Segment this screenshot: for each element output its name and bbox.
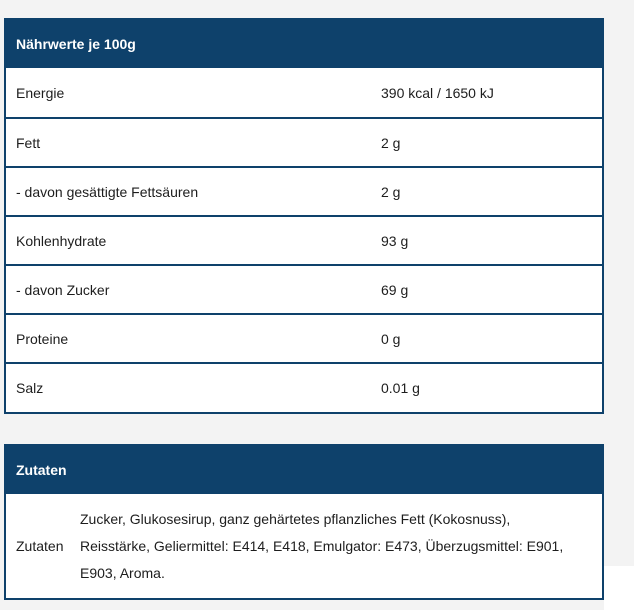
ingredients-table bbox=[4, 444, 604, 600]
ingredients-text: Zucker, Glukosesirup, ganz gehärtetes pflanzliches Fett (Kokosnuss), Reisstärke, Geliermittel: E414, E418, Emulgator: E473, Überzugsmittel: E901, E903, Aroma. bbox=[80, 510, 564, 581]
table-row bbox=[6, 68, 602, 117]
table-row bbox=[6, 362, 602, 411]
nutrient-value: 0.01 g bbox=[381, 379, 420, 396]
nutrient-value: 390 kcal / 1650 kJ bbox=[381, 84, 494, 101]
background-fill bbox=[604, 566, 634, 610]
table-row bbox=[6, 264, 602, 313]
table-row bbox=[6, 117, 602, 166]
nutrient-value: 0 g bbox=[381, 330, 401, 347]
table-row bbox=[6, 313, 602, 362]
nutrition-rows bbox=[6, 68, 602, 411]
ingredients-label: Zutaten bbox=[16, 538, 64, 554]
ingredients-header bbox=[6, 446, 602, 494]
ingredients-title: Zutaten bbox=[16, 462, 67, 478]
nutrient-label: - davon gesättigte Fettsäuren bbox=[16, 183, 199, 200]
table-row bbox=[6, 494, 602, 598]
nutrient-value: 2 g bbox=[381, 134, 401, 151]
nutrient-label: Salz bbox=[16, 379, 44, 396]
nutrient-label: Energie bbox=[16, 84, 65, 101]
nutrition-header bbox=[6, 20, 602, 68]
nutrient-value: 2 g bbox=[381, 183, 401, 200]
nutrient-label: Fett bbox=[16, 134, 41, 151]
nutrition-title: Nährwerte je 100g bbox=[16, 36, 136, 52]
table-row bbox=[6, 166, 602, 215]
nutrient-value: 69 g bbox=[381, 281, 409, 298]
nutrition-table bbox=[4, 18, 604, 414]
nutrient-label: Proteine bbox=[16, 330, 69, 347]
table-row bbox=[6, 215, 602, 264]
nutrient-label: - davon Zucker bbox=[16, 281, 110, 298]
nutrient-label: Kohlenhydrate bbox=[16, 232, 107, 249]
nutrient-value: 93 g bbox=[381, 232, 409, 249]
